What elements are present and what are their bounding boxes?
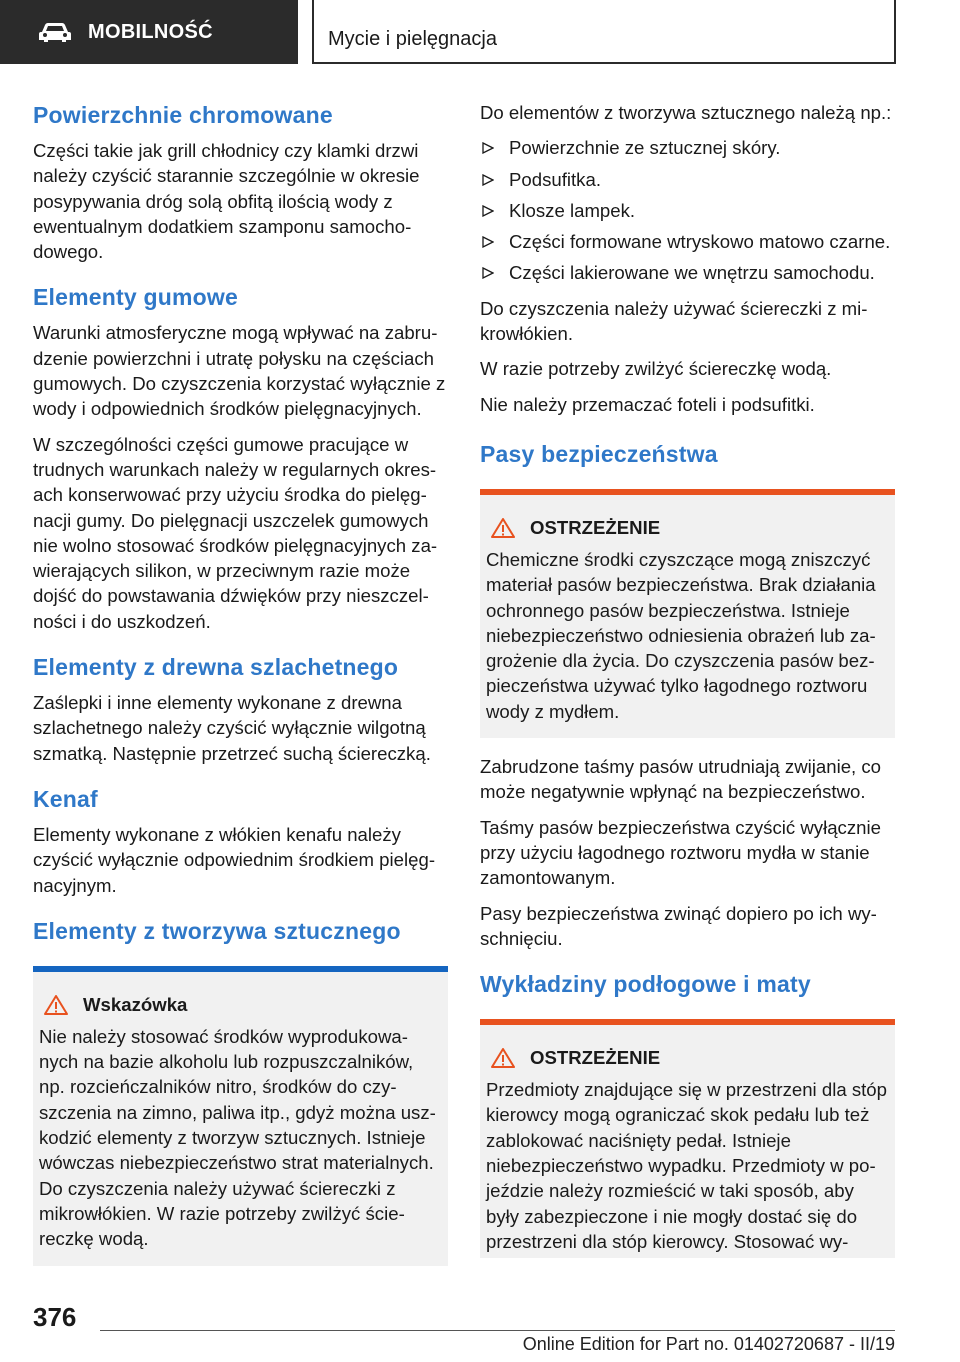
paragraph: W razie potrzeby zwilżyć ściereczkę wodą. — [480, 358, 832, 380]
warning-title-text: OSTRZEŻENIE — [530, 516, 661, 538]
heading-seatbelts: Pasy bezpieczeństwa — [480, 440, 718, 467]
section-wood — [33, 652, 448, 766]
section-label: MOBILNOŚĆ — [88, 20, 213, 43]
warning-box — [480, 489, 895, 738]
heading-floor-mats: Wykładziny podłogowe i maty — [480, 971, 811, 998]
edition-text: Online Edition for Part no. 01402720687 - II/19 — [522, 1334, 895, 1354]
list-item: Powierzchnie ze sztucznej skóry. — [480, 135, 895, 160]
paragraph: Do czyszczenia należy używać ściereczki z mikrowłókien. — [480, 297, 868, 345]
section-chrome — [33, 100, 448, 264]
paragraph: Części takie jak grill chłodnicy czy klamki drzwi należy czyścić starannie szczególnie w okresie posypywania dróg solą obfitą ilością wody z ewentualnym dodatkiem szamponu samochodowego. — [33, 140, 420, 263]
warning-title-text: OSTRZEŻENIE — [530, 1047, 661, 1069]
car-icon — [38, 20, 72, 44]
paragraph: Nie należy przemaczać foteli i podsufitki. — [480, 393, 815, 415]
paragraph: Warunki atmosferyczne mogą wpływać na zabrudzenie powierzchni i utratę połysku na częściach gumowych. Do czyszczenia korzystać wyłącznie z wody i odpowiednich środków pielęgnacyjnych. — [33, 322, 446, 420]
warning-title — [486, 517, 887, 539]
section-rubber — [33, 282, 448, 634]
paragraph: Pasy bezpieczeństwa zwinąć dopiero po ich wyschnięciu. — [480, 902, 877, 949]
list-item: Części formowane wtryskowo matowo czarne. — [480, 229, 895, 254]
section-floor-mats — [480, 969, 895, 1258]
page-footer — [0, 1290, 960, 1362]
page-number: 376 — [33, 1302, 77, 1332]
note-text: Nie należy stosować środków wyprodukowanych na bazie alkoholu lub rozpuszczalników, np. rozcieńczalników nitro, środków do czyszczenia na zimno, paliwa itp., gdyż można uszkodzić elementy z tworzyw sztucznych. Istnieje wówczas niebezpieczeństwo strat materialnych. Do czyszczenia należy używać ściereczki z mikrowłókien. W razie potrzeby zwilżyć ściereczkę wodą. — [39, 1025, 436, 1250]
note-title — [39, 994, 440, 1016]
triangle-bullet-icon — [482, 142, 494, 154]
heading-plastic: Elementy z tworzywa sztucznego — [33, 917, 401, 944]
chapter-tab — [312, 0, 896, 64]
paragraph: Taśmy pasów bezpieczeństwa czyścić wyłącznie przy użyciu łagodnego roztworu mydła w stanie zamontowanym. — [480, 816, 881, 889]
triangle-bullet-icon — [482, 236, 494, 248]
warning-text: Chemiczne środki czyszczące mogą zniszczyć materiał pasów bezpieczeństwa. Brak działania ochronnego pasów bezpieczeństwa. Istnieje niebezpieczeństwo odniesienia obrażeń lub zagrożenie dla życia. Do czyszczenia pasów bezpieczeństwa używać tylko łagodnego roztworu wody z mydłem. — [486, 548, 876, 722]
triangle-bullet-icon — [482, 174, 494, 186]
section-kenaf — [33, 784, 448, 898]
warning-triangle-icon — [490, 1047, 516, 1069]
section-seatbelts — [480, 439, 895, 951]
heading-wood: Elementy z drewna szlachetnego — [33, 654, 399, 681]
warning-triangle-icon — [43, 994, 69, 1016]
note-box — [33, 966, 448, 1266]
section-plastic — [33, 916, 448, 1266]
heading-kenaf: Kenaf — [33, 785, 98, 812]
list-item: Części lakierowane we wnętrzu samochodu. — [480, 260, 895, 285]
paragraph: Elementy wykonane z włókien kenafu należy czyścić wyłącznie odpowiednim środkiem pielęgnacyjnym. — [33, 823, 436, 896]
list-item: Podsufitka. — [480, 167, 895, 192]
warning-box — [480, 1019, 895, 1258]
warning-triangle-icon — [490, 517, 516, 539]
chapter-label: Mycie i pielęgnacja — [328, 28, 497, 50]
note-title-text: Wskazówka — [83, 993, 188, 1015]
paragraph: W szczególności części gumowe pracujące w trudnych warunkach należy w regularnych okresach konserwować przy użyciu środka do pielęgnacji gumy. Do pielęgnacji uszczelek gumowych nie wolno stosować środków pielęgnacyjnych zawierających silikon, w przeciwnym razie może dojść do powstawania dźwięków przy nieszczelności i do uszkodzeń. — [33, 433, 438, 632]
left-column — [33, 100, 448, 1284]
triangle-bullet-icon — [482, 267, 494, 279]
heading-rubber: Elementy gumowe — [33, 284, 238, 311]
heading-chrome: Powierzchnie chromowane — [33, 102, 333, 128]
paragraph: Do elementów z tworzywa sztucznego należą np.: — [480, 102, 892, 123]
paragraph: Zabrudzone taśmy pasów utrudniają zwijanie, co może negatywnie wpłynąć na bezpieczeństwo. — [480, 756, 882, 803]
warning-title — [486, 1047, 887, 1069]
footer-divider — [100, 1330, 895, 1331]
page-header — [0, 0, 960, 64]
warning-text: Przedmioty znajdujące się w przestrzeni dla stóp kierowcy mogą ograniczać skok pedału lub też zablokować naciśnięty pedał. Istnieje niebezpieczeństwo wypadku. Przedmioty w pojeździe należy rozmieścić w taki sposób, aby były zabezpieczone i nie mogły dostać się do przestrzeni dla stóp kierowcy. Stosować wy- — [486, 1079, 887, 1252]
list-item: Klosze lampek. — [480, 198, 895, 223]
section-tab — [0, 0, 298, 64]
right-column — [480, 100, 895, 1276]
triangle-bullet-icon — [482, 205, 494, 217]
plastic-items-list — [480, 135, 895, 285]
paragraph: Zaślepki i inne elementy wykonane z drewna szlachetnego należy czyścić wyłącznie wilgotną szmatką. Następnie przetrzeć suchą ściereczką. — [33, 692, 431, 764]
